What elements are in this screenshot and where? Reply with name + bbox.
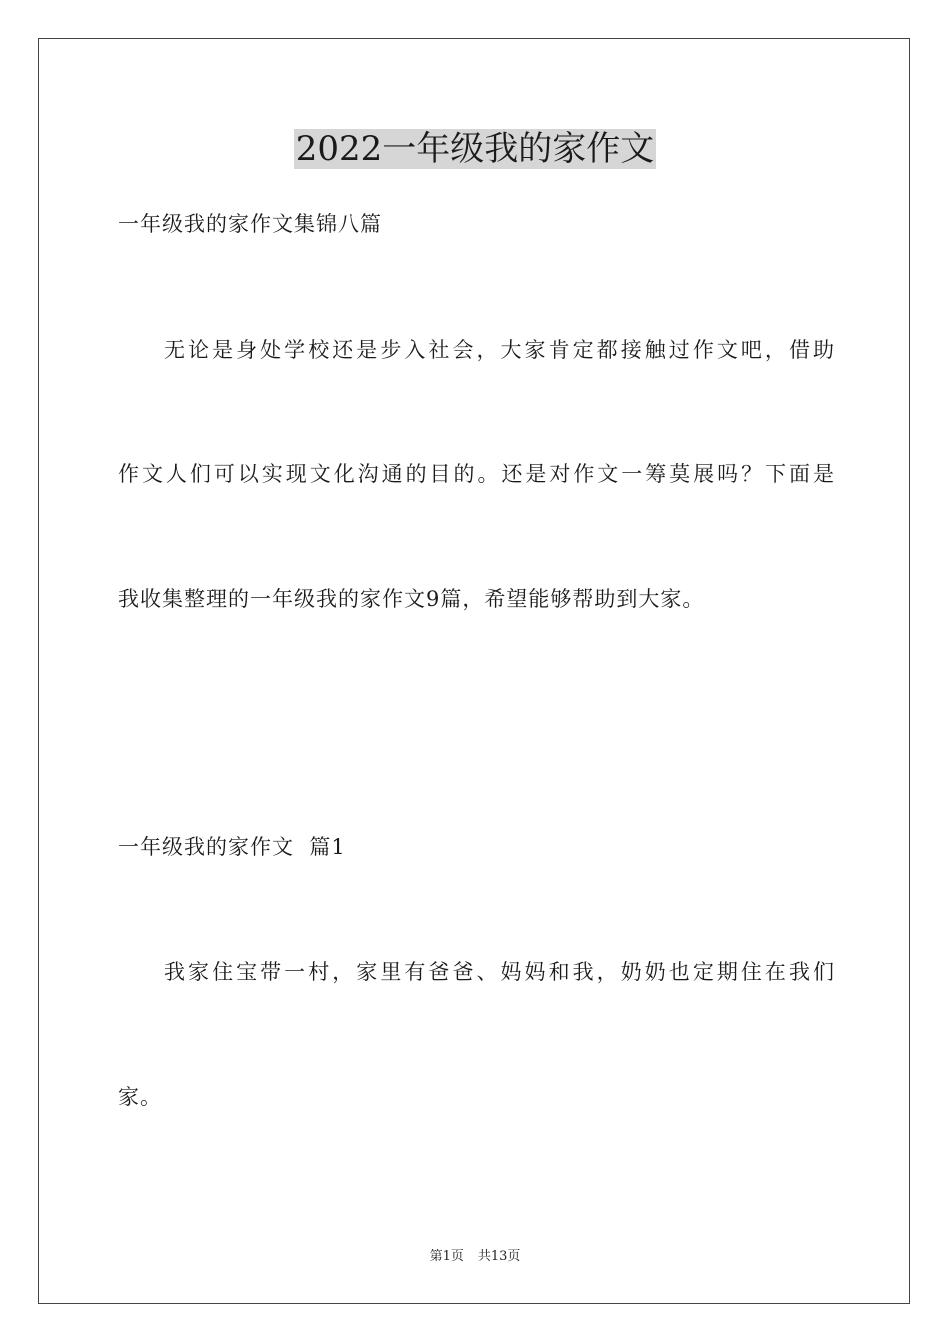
page-footer (0, 1247, 950, 1267)
page-number: 第1页 (429, 1249, 464, 1264)
intro-line-3: 我收集整理的一年级我的家作文9篇，希望能够帮助到大家。 (118, 587, 705, 611)
intro-line-2: 作文人们可以实现文化沟通的目的。还是对作文一筹莫展吗？下面是 (118, 462, 834, 486)
section-heading: 一年级我的家作文 篇1 (118, 835, 346, 859)
intro-line-1: 无论是身处学校还是步入社会，大家肯定都接触过作文吧，借助 (164, 338, 834, 362)
document-title-text: 2022一年级我的家作文 (295, 129, 655, 169)
document-title (0, 126, 950, 172)
page-total: 共13页 (477, 1249, 521, 1264)
document-subtitle: 一年级我的家作文集锦八篇 (118, 212, 382, 236)
section-line-1: 我家住宝带一村，家里有爸爸、妈妈和我，奶奶也定期住在我们 (164, 960, 834, 984)
section-line-2: 家。 (118, 1085, 162, 1109)
